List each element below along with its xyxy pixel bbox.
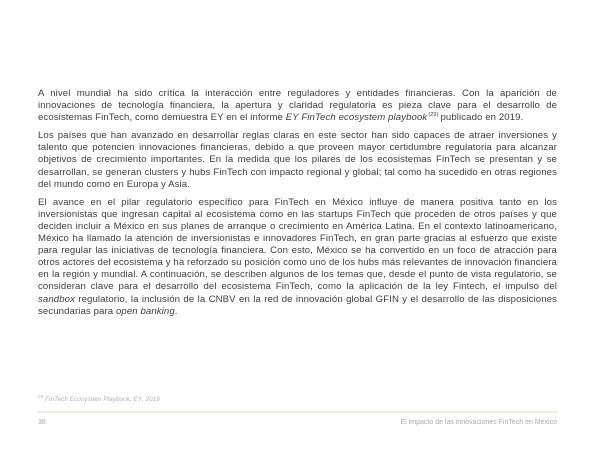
paragraph-1-text-end: publicado en 2019. [440, 112, 524, 124]
footnote [38, 394, 557, 403]
footnote-marker: 29 [38, 394, 44, 399]
paragraph-2 [38, 130, 557, 190]
footer-rule [38, 411, 557, 413]
footnote-text: FinTech Ecosystem Playbook, EY, 2019 [45, 396, 160, 404]
paragraph-3-text-end: . [174, 305, 178, 317]
paragraph-3-italic-open-banking: open banking [115, 305, 175, 317]
page-content [38, 88, 557, 324]
footer-document-title: El impacto de las innovaciones FinTech en México [400, 419, 557, 426]
paragraph-3-italic-sandbox: sandbox [38, 293, 75, 305]
paragraph-3 [38, 197, 557, 318]
footnote-reference: (29) [428, 112, 439, 118]
paragraph-2-text: Los países que han avanzado en desarrollar reglas claras en este sector han sido capaces de atraer inversiones y talento que potencien innovaciones financieras, debido a que proveen mayor certidumbre regulatoria para alcanzar objetivos de crecimiento importantes. En la medida que los pilares de los ecosistemas FinTech se presentan y se desarrollan, se generan clusters y hubs FinTech con impacto regional y global; tal como ha sucedido en otras regiones del mundo como en Europa y Asia. [38, 130, 557, 190]
paragraph-1 [38, 88, 557, 124]
page-footer [38, 419, 557, 426]
paragraph-3-text: El avance en el pilar regulatorio específico para FinTech en México influye de manera positiva tanto en los inversionistas que ingresan capital al ecosistema como en las startups FinTech que proceden de otros países y que deciden incluir a México en sus planes de arranque o crecimiento en América Latina. En el contexto latinoamericano, México ha llamado la atención de inversionistas e innovadores FinTech, en gran parte gracias al esfuerzo que existe para regular las iniciativas de tecnología financiera. Con esto, México se ha convertido en un foco de atracción para otros actores del ecosistema y ha reforzado su posición como uno de los hubs más relevantes de innovación financiera en la región y mundial. A continuación, se describen algunos de los temas que, desde el punto de vista regulatorio, se consideran clave para el desarrollo del ecosistema FinTech, como la aplicación de la ley Fintech, el impulso del [38, 196, 557, 293]
paragraph-1-italic-title: EY FinTech ecosystem playbook [285, 112, 428, 124]
page-number: 38 [38, 419, 46, 426]
paragraph-3-text-mid: regulatorio, la inclusión de la CNBV en la red de innovación global GFIN y el desarrollo de las disposiciones secundarias para [38, 293, 557, 317]
paragraph-1-text: A nivel mundial ha sido crítica la interacción entre reguladores y entidades financieras. Con la aparición de innovaciones de tecnología financiera, la apertura y claridad regulatoria es pieza clave para el desarrollo de ecosistemas FinTech, como demuestra EY en el informe [38, 88, 557, 124]
